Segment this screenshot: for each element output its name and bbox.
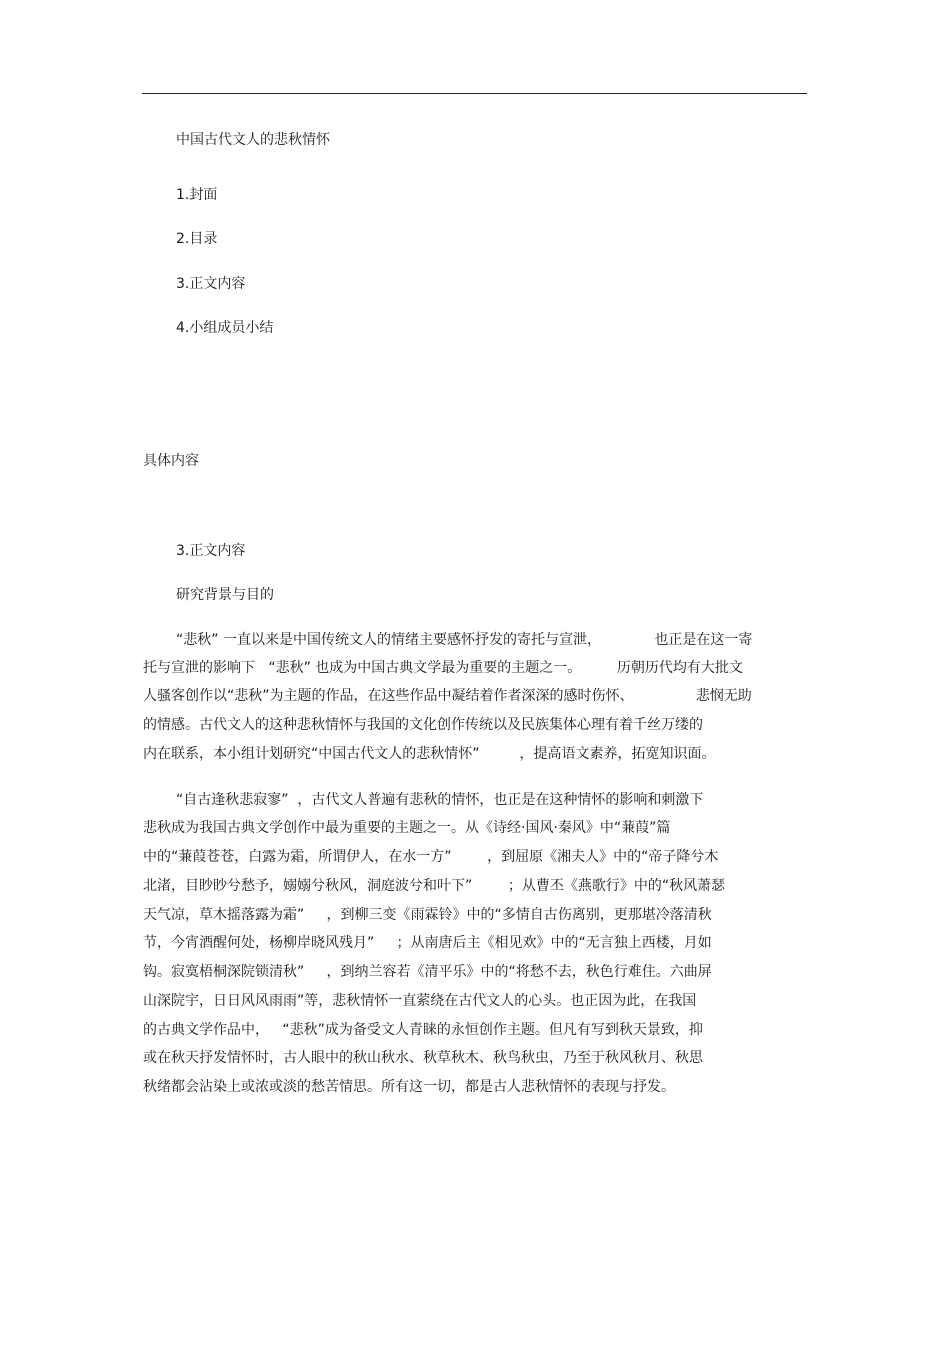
paragraph-line: “自古逢秋悲寂寥” ，古代文人普遍有悲秋的情怀，也正是在这种情怀的影响和刺激下 — [176, 792, 704, 808]
paragraph-line: 北渚，目眇眇兮愁予，嫋嫋兮秋风，洞庭波兮和叶下” ；从曹丕《燕歌行》中的“秋风萧瑟 — [143, 878, 726, 894]
paragraph-line: 秋绪都会沾染上或浓或淡的愁苦情思。所有这一切，都是古人悲秋情怀的表现与抒发。 — [143, 1079, 675, 1095]
paragraph-line: 内在联系，本小组计划研究“中国古代文人的悲秋情怀” ，提高语文素养，拓宽知识面。 — [143, 746, 716, 762]
document-title: 中国古代文人的悲秋情怀 — [176, 132, 330, 148]
paragraph-line: 中的“蒹葭苍苍，白露为霜，所谓伊人，在水一方” ，到屈原《湘夫人》中的“帝子降兮木 — [143, 849, 719, 865]
paragraph-line: 悲秋成为我国古典文学创作中最为重要的主题之一。从《诗经·国风·秦风》中“蒹葭”篇 — [143, 820, 671, 836]
outline-item-toc: 2.目录 — [176, 231, 218, 247]
paragraph-line: 节，今宵酒醒何处，杨柳岸晓风残月” ；从南唐后主《相见欢》中的“无言独上西楼，月如 — [143, 935, 712, 951]
outline-item-summary: 4.小组成员小结 — [176, 320, 274, 336]
paragraph-line: 的古典文学作品中， “悲秋”成为备受文人青睐的永恒创作主题。但凡有写到秋天景致，抑 — [143, 1022, 703, 1038]
paragraph-line: 天气凉，草木摇落露为霜” ，到柳三变《雨霖铃》中的“多情自古伤离别，更那堪冷落清秋 — [143, 907, 712, 923]
paragraph-line: “悲秋” 一直以来是中国传统文人的情绪主要感怀抒发的寄托与宣泄， 也正是在这一寄 — [176, 632, 753, 648]
outline-item-body: 3.正文内容 — [176, 276, 246, 292]
subheading: 研究背景与目的 — [176, 587, 274, 603]
section-heading: 3.正文内容 — [176, 543, 246, 559]
paragraph-line: 钩。寂寞梧桐深院锁清秋” ，到纳兰容若《清平乐》中的“将愁不去，秋色行难住。六曲屏 — [143, 964, 712, 980]
paragraph-line: 托与宣泄的影响下 “悲秋” 也成为中国古典文学最为重要的主题之一。 历朝历代均有大批文 — [143, 660, 743, 676]
paragraph-line: 山深院宇，日日风风雨雨”等，悲秋情怀一直萦绕在古代文人的心头。也正因为此，在我国 — [143, 993, 697, 1009]
outline-item-cover: 1.封面 — [176, 187, 218, 203]
header-rule — [142, 93, 807, 94]
paragraph-line: 的情感。古代文人的这种悲秋情怀与我国的文化创作传统以及民族集体心理有着千丝万缕的 — [143, 717, 703, 733]
paragraph-line: 人骚客创作以“悲秋”为主题的作品，在这些作品中凝结着作者深深的感时伤怀、 悲悯无助 — [143, 688, 752, 704]
paragraph-line: 或在秋天抒发情怀时，古人眼中的秋山秋水、秋草秋木、秋鸟秋虫，乃至于秋风秋月、秋思 — [143, 1050, 703, 1066]
section-label: 具体内容 — [143, 453, 199, 469]
